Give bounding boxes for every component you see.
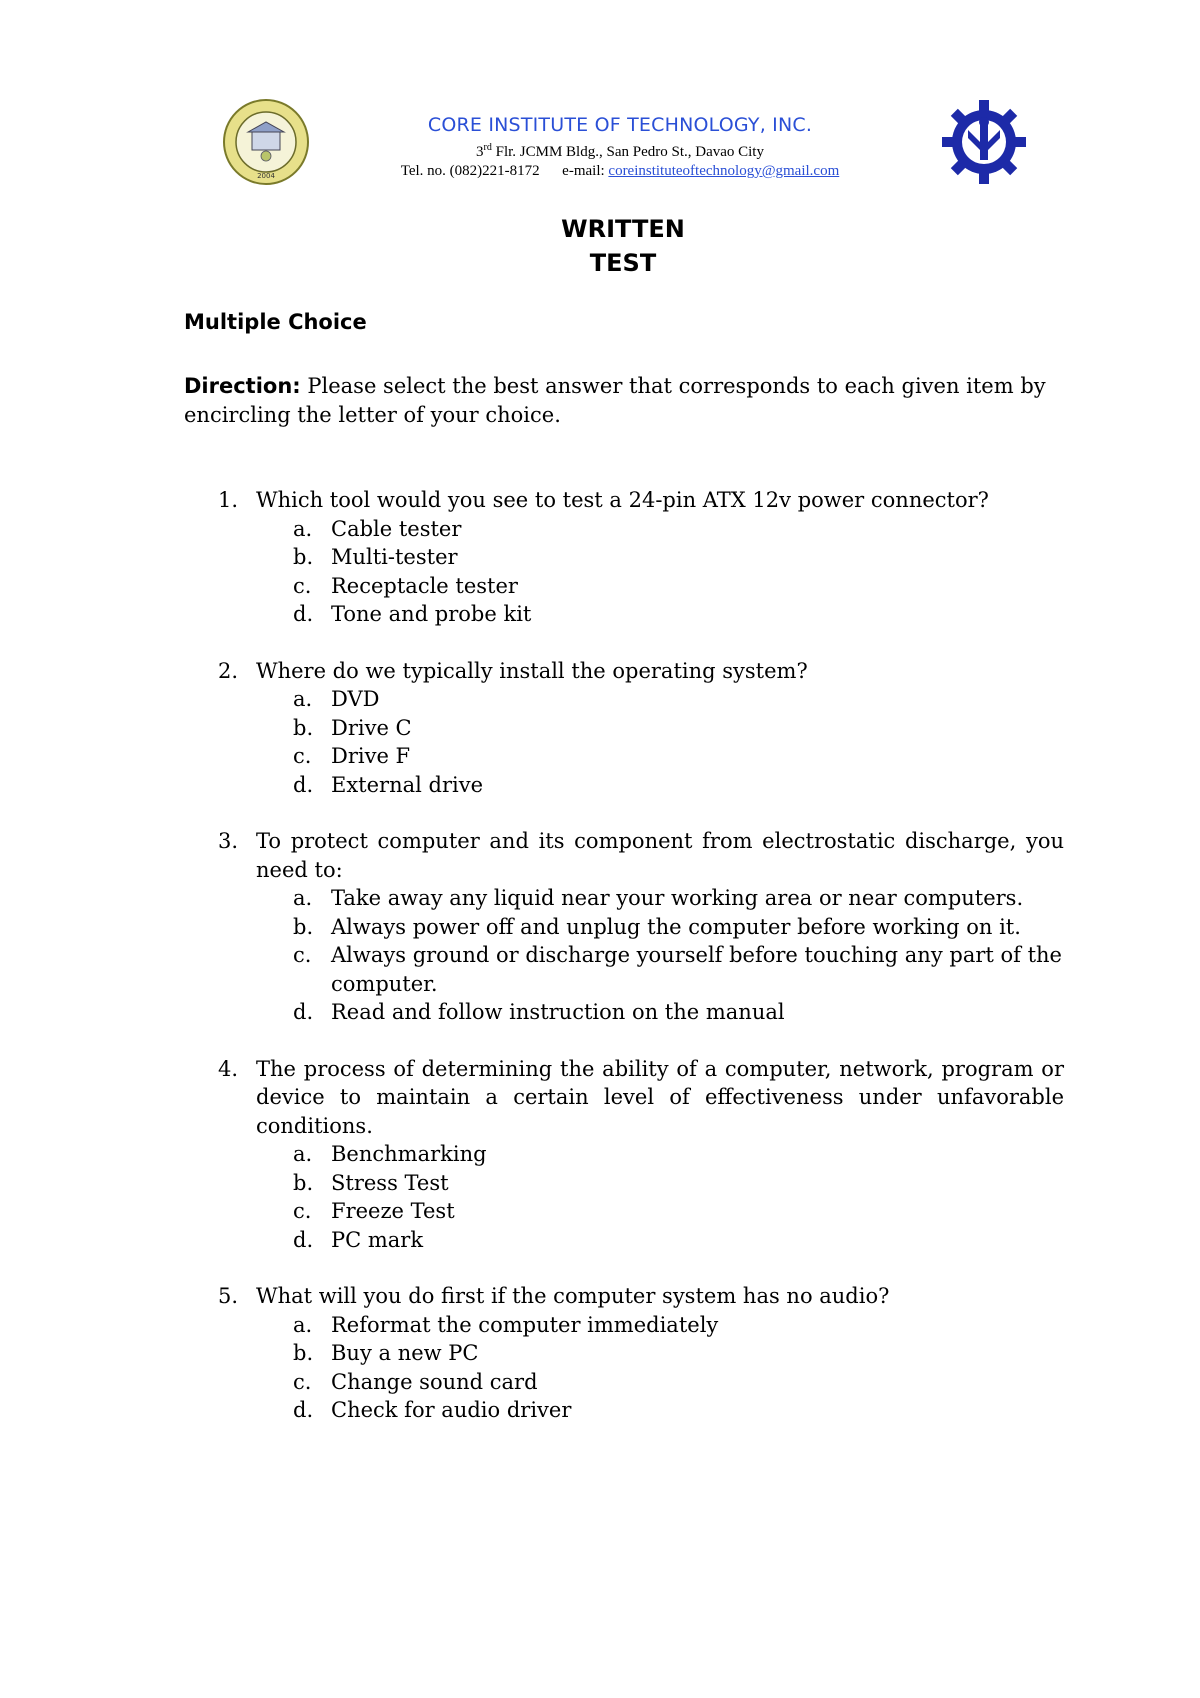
option-text: PC mark [331, 1227, 424, 1252]
option-text: Drive F [331, 744, 411, 768]
option-text: Reformat the computer immediately [331, 1312, 719, 1337]
directions [184, 372, 1064, 430]
institute-name: CORE INSTITUTE OF TECHNOLOGY, INC. [427, 114, 813, 136]
option-letter: d. [293, 1398, 314, 1422]
answer-option[interactable] [256, 1169, 1064, 1198]
answer-option[interactable] [256, 941, 1064, 998]
option-text: DVD [331, 687, 380, 711]
option-letter: c. [293, 573, 312, 598]
section-heading: Multiple Choice [184, 310, 367, 334]
direction-text: Please select the best answer that corresponds to each given item by encircling the letter of your choice. [184, 374, 1046, 427]
address-floor-suffix: rd [483, 142, 492, 153]
email-label: e-mail: [562, 163, 605, 179]
contact-line [320, 163, 920, 180]
option-text: Tone and probe kit [331, 602, 532, 626]
question-number: 1. [218, 488, 239, 512]
question-stem: What will you do first if the computer system has no audio? [256, 1284, 890, 1308]
option-letter: a. [293, 516, 313, 541]
option-letter: d. [293, 602, 314, 626]
direction-label: Direction: [184, 374, 301, 398]
question-number: 4. [218, 1056, 239, 1081]
option-letter: a. [293, 886, 313, 910]
option-text: Buy a new PC [331, 1341, 479, 1365]
answer-option[interactable] [256, 998, 1064, 1027]
option-text: Always power off and unplug the computer before working on it. [331, 914, 1021, 939]
question-list [218, 486, 1064, 1453]
question-number: 2. [218, 658, 239, 683]
option-letter: c. [293, 943, 312, 967]
option-text: Check for audio driver [331, 1398, 572, 1422]
gear-emblem-logo [940, 98, 1028, 186]
option-text: Receptacle tester [331, 573, 518, 598]
answer-option[interactable] [256, 1339, 1064, 1368]
option-text: Drive C [331, 715, 412, 740]
option-letter: d. [293, 1227, 314, 1252]
answer-option[interactable] [256, 1368, 1064, 1397]
address-rest: Flr. JCMM Bldg., San Pedro St., Davao City [491, 144, 764, 160]
option-letter: a. [293, 1312, 313, 1337]
option-letter: d. [293, 1000, 314, 1024]
option-text: Change sound card [331, 1369, 538, 1394]
option-text: Always ground or discharge yourself before touching any part of the computer. [331, 943, 1062, 996]
option-letter: b. [293, 545, 314, 569]
option-text: Read and follow instruction on the manual [331, 1000, 785, 1024]
option-text: Cable tester [331, 516, 462, 541]
option-text: External drive [331, 772, 484, 797]
option-text: Freeze Test [331, 1199, 455, 1223]
email-link[interactable]: coreinstituteoftechnology@gmail.com [608, 163, 840, 179]
option-letter: b. [293, 1170, 314, 1195]
option-letter: c. [293, 744, 312, 768]
answer-option[interactable] [256, 742, 1064, 771]
question-number: 5. [218, 1284, 239, 1308]
option-text: Multi-tester [331, 545, 458, 569]
question-4 [218, 1055, 1064, 1255]
answer-option[interactable] [256, 543, 1064, 572]
answer-option[interactable] [256, 1226, 1064, 1255]
option-text: Benchmarking [331, 1142, 487, 1166]
option-letter: a. [293, 1142, 313, 1166]
page-title [0, 212, 1200, 280]
svg-text:2004: 2004 [257, 172, 275, 180]
question-stem: To protect computer and its component from electrostatic discharge, you need to: [256, 829, 1064, 882]
answer-option[interactable] [256, 771, 1064, 800]
option-letter: c. [293, 1199, 312, 1223]
question-5 [218, 1282, 1064, 1425]
telephone: Tel. no. (082)221-8172 [400, 163, 540, 179]
answer-option[interactable] [256, 600, 1064, 629]
option-letter: a. [293, 687, 313, 711]
option-text: Stress Test [331, 1170, 449, 1195]
answer-option[interactable] [256, 1311, 1064, 1340]
option-letter: b. [293, 1341, 314, 1365]
address-floor: 3 [476, 144, 484, 160]
title-line-2: TEST [589, 249, 657, 277]
answer-option[interactable] [256, 913, 1064, 942]
option-letter: b. [293, 715, 314, 740]
question-2 [218, 657, 1064, 800]
institute-address [320, 142, 920, 161]
document-header [320, 114, 920, 180]
option-letter: d. [293, 772, 314, 797]
answer-option[interactable] [256, 1197, 1064, 1226]
question-stem: The process of determining the ability of a computer, network, program or device to maintain a certain level of effectiveness under unfavorable conditions. [256, 1056, 1064, 1138]
answer-option[interactable] [256, 572, 1064, 601]
question-1 [218, 486, 1064, 629]
answer-option[interactable] [256, 1140, 1064, 1169]
question-3 [218, 827, 1064, 1027]
answer-option[interactable] [256, 1396, 1064, 1425]
option-letter: b. [293, 914, 314, 939]
answer-option[interactable] [256, 714, 1064, 743]
option-text: Take away any liquid near your working area or near computers. [331, 886, 1024, 910]
question-number: 3. [218, 829, 239, 853]
answer-option[interactable] [256, 515, 1064, 544]
title-line-1: WRITTEN [561, 215, 685, 243]
question-stem: Where do we typically install the operating system? [256, 658, 808, 683]
question-stem: Which tool would you see to test a 24-pin ATX 12v power connector? [256, 488, 989, 512]
institute-seal-logo [222, 98, 310, 186]
option-letter: c. [293, 1369, 312, 1394]
answer-option[interactable] [256, 884, 1064, 913]
answer-option[interactable] [256, 685, 1064, 714]
